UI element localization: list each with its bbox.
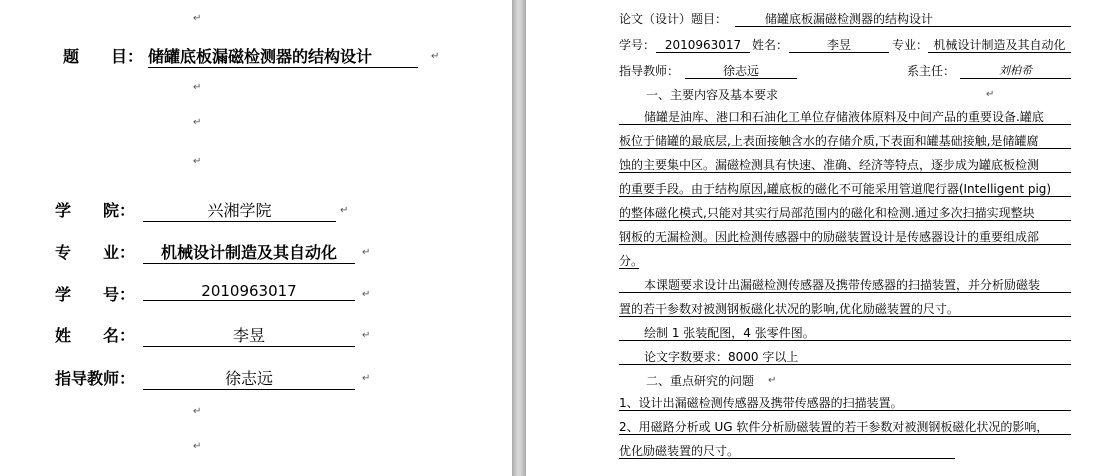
topic-value: 储罐底板漏磁检测器的结构设计 — [735, 12, 1071, 27]
document-page-cover — [0, 0, 512, 476]
paragraph-mark: ↵ — [986, 89, 995, 100]
word-requirement: 论文字数要求：8000 字以上 — [619, 350, 1071, 365]
issue-item: 1、设计出漏磁检测传感器及携带传感器的扫描装置。 — [619, 396, 1071, 411]
paragraph-mark: ↵ — [193, 82, 202, 93]
drawing-requirement: 绘制 1 张装配图，4 张零件图。 — [619, 326, 1071, 341]
paragraph-mark: ↵ — [431, 51, 440, 62]
name-value: 李昱 — [789, 38, 889, 53]
paragraph-mark: ↵ — [193, 156, 202, 167]
section-heading-issues: 二、重点研究的问题 — [646, 374, 755, 388]
paragraph-mark: ↵ — [340, 205, 349, 216]
name-label: 姓 名： — [55, 326, 136, 345]
advisor-label: 指导教师： — [619, 64, 680, 78]
major-value: 机械设计制造及其自动化 — [928, 38, 1071, 53]
paragraph-line: 本课题要求设计出漏磁检测传感器及携带传感器的扫描装置，并分析励磁装 — [619, 278, 1071, 293]
paragraph-mark: ↵ — [193, 441, 202, 452]
paragraph-line: 蚀的主要集中区。漏磁检测具有快速、准确、经济等特点，逐步成为罐底板检测 — [619, 158, 1071, 173]
college-label: 学 院： — [55, 201, 136, 220]
major-value: 机械设计制造及其自动化 — [143, 240, 355, 264]
page-gutter — [512, 0, 526, 476]
paragraph-line: 的整体磁化模式,只能对其实行局部范围内的磁化和检测.通过多次扫描实现整块 — [619, 206, 1071, 221]
paragraph-mark: ↵ — [193, 13, 202, 24]
major-label: 专 业： — [55, 243, 136, 262]
name-value: 李昱 — [143, 323, 355, 347]
paragraph-mark: ↵ — [193, 117, 202, 128]
advisor-label: 指导教师： — [55, 369, 136, 388]
paragraph-line: 分。 — [619, 254, 644, 268]
paragraph-line: 储罐是油库、港口和石油化工单位存储液体原料及中间产品的重要设备.罐底 — [619, 110, 1071, 125]
paragraph-mark: ↵ — [768, 375, 777, 386]
college-value: 兴湘学院 — [143, 198, 336, 222]
name-label: 姓名： — [752, 38, 789, 52]
director-label: 系主任： — [907, 64, 956, 78]
major-label: 专业： — [892, 38, 929, 52]
id-value: 2010963017 — [143, 282, 355, 301]
issue-item: 2、用磁路分析或 UG 软件分析励磁装置的若干参数对被测钢板磁化状况的影响， — [619, 420, 1071, 435]
id-value: 2010963017 — [656, 38, 750, 53]
title-value: 储罐底板漏磁检测器的结构设计 — [148, 44, 418, 68]
paragraph-mark: ↵ — [362, 289, 371, 300]
topic-label: 论文（设计）题目： — [619, 12, 728, 26]
paragraph-line: 钢板的无漏检测。因此检测传感器中的励磁装置设计是传感器设计的重要组成部 — [619, 230, 1071, 245]
advisor-value: 徐志远 — [685, 64, 797, 79]
title-label: 题 目： — [63, 47, 144, 66]
id-label: 学 号： — [55, 285, 136, 304]
advisor-value: 徐志远 — [143, 366, 355, 390]
paragraph-mark: ↵ — [193, 406, 202, 417]
paragraph-mark: ↵ — [362, 330, 371, 341]
id-label: 学号： — [619, 38, 656, 52]
paragraph-line: 板位于储罐的最底层,上表面接触含水的存储介质,下表面和罐基础接触,是储罐腐 — [619, 134, 1071, 149]
issue-item: 优化励磁装置的尺寸。 — [619, 444, 955, 459]
paragraph-line: 的重要手段。由于结构原因,罐底板的磁化不可能采用管道爬行器(Intelligent pig) — [619, 182, 1071, 197]
director-value: 刘柏希 — [960, 64, 1071, 79]
paragraph-mark: ↵ — [362, 373, 371, 384]
document-page-task — [526, 0, 1113, 476]
section-heading-content: 一、主要内容及基本要求 — [646, 88, 779, 102]
paragraph-mark: ↵ — [362, 247, 371, 258]
paragraph-line: 置的若干参数对被测钢板磁化状况的影响,优化励磁装置的尺寸。 — [619, 302, 1071, 317]
